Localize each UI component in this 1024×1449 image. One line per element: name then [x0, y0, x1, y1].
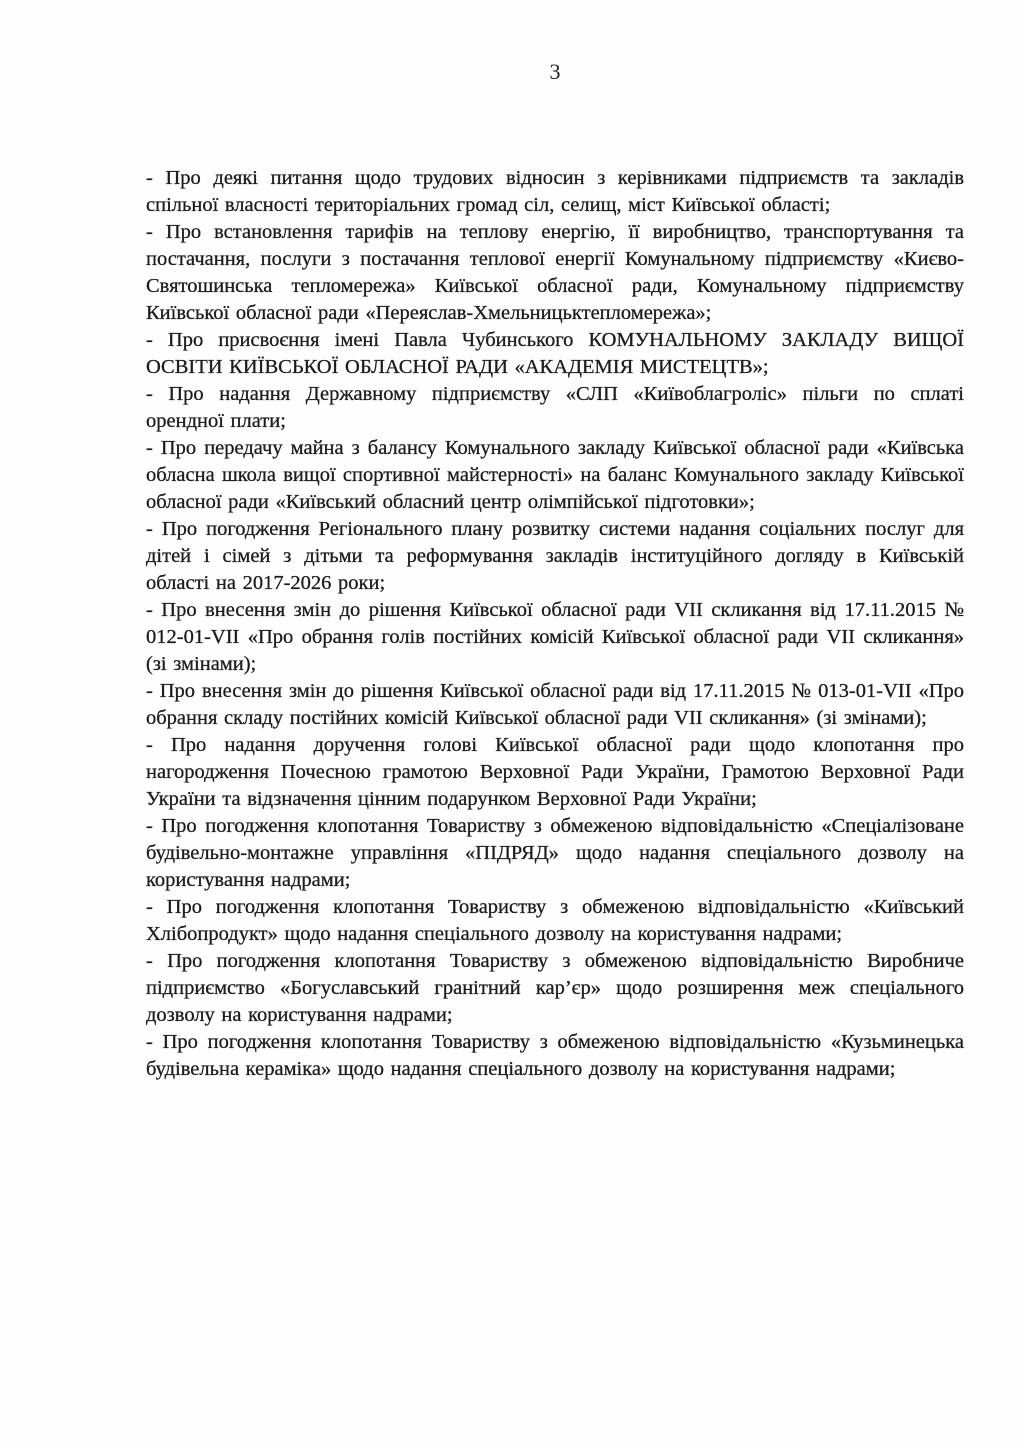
agenda-item: - Про погодження клопотання Товариству з обмеженою відповідальністю «Кузьминецька будівельна кераміка» щодо надання спеціального дозволу на користування надрами;: [146, 1031, 964, 1080]
agenda-item: - Про надання доручення голові Київської обласної ради щодо клопотання про нагородження Почесною грамотою Верховної Ради України, Грамотою Верховної Ради України та відзначення цінним подарунком Верховної Ради України;: [146, 734, 964, 810]
agenda-item: - Про присвоєння імені Павла Чубинського КОМУНАЛЬНОМУ ЗАКЛАДУ ВИЩОЇ ОСВІТИ КИЇВСЬКОЇ ОБЛАСНОЇ РАДИ «АКАДЕМІЯ МИСТЕЦТВ»;: [146, 329, 964, 378]
agenda-item: - Про встановлення тарифів на теплову енергію, її виробництво, транспортування та постачання, послуги з постачання теплової енергії Комунальному підприємству «Києво-Святошинська тепломережа» Київської обласної ради, Комунальному підприємству Київської обласної ради «Переяслав-Хмельницьктепломережа»;: [146, 221, 964, 324]
agenda-item: - Про надання Державному підприємству «СЛП «Київоблагроліс» пільги по сплаті орендної плати;: [146, 383, 964, 432]
agenda-item: - Про погодження Регіонального плану розвитку системи надання соціальних послуг для дітей і сімей з дітьми та реформування закладів інституційного догляду в Київській області на 2017-2026 роки;: [146, 518, 964, 594]
agenda-item: - Про внесення змін до рішення Київської обласної ради від 17.11.2015 № 013-01-VII «Про обрання складу постійних комісій Київської обласної ради VII скликання» (зі змінами);: [146, 680, 964, 729]
page-number: 3: [549, 59, 561, 84]
agenda-item: - Про деякі питання щодо трудових відносин з керівниками підприємств та закладів спільної власності територіальних громад сіл, селищ, міст Київської області;: [146, 167, 964, 216]
agenda-item: - Про внесення змін до рішення Київської обласної ради VII скликання від 17.11.2015 № 012-01-VII «Про обрання голів постійних комісій Київської обласної ради VII скликання» (зі змінами);: [146, 599, 964, 675]
agenda-item: - Про передачу майна з балансу Комунального закладу Київської обласної ради «Київська обласна школа вищої спортивної майстерності» на баланс Комунального закладу Київської обласної ради «Київський обласний центр олімпійської підготовки»;: [146, 437, 964, 513]
agenda-item: - Про погодження клопотання Товариству з обмеженою відповідальністю Виробниче підприємство «Богуславський гранітний кар’єр» щодо розширення меж спеціального дозволу на користування надрами;: [146, 950, 964, 1026]
agenda-list: [146, 165, 964, 1083]
agenda-item: - Про погодження клопотання Товариству з обмеженою відповідальністю «Київський Хлібопродукт» щодо надання спеціального дозволу на користування надрами;: [146, 896, 964, 945]
agenda-item: - Про погодження клопотання Товариству з обмеженою відповідальністю «Спеціалізоване будівельно-монтажне управління «ПІДРЯД» щодо надання спеціального дозволу на користування надрами;: [146, 815, 964, 891]
